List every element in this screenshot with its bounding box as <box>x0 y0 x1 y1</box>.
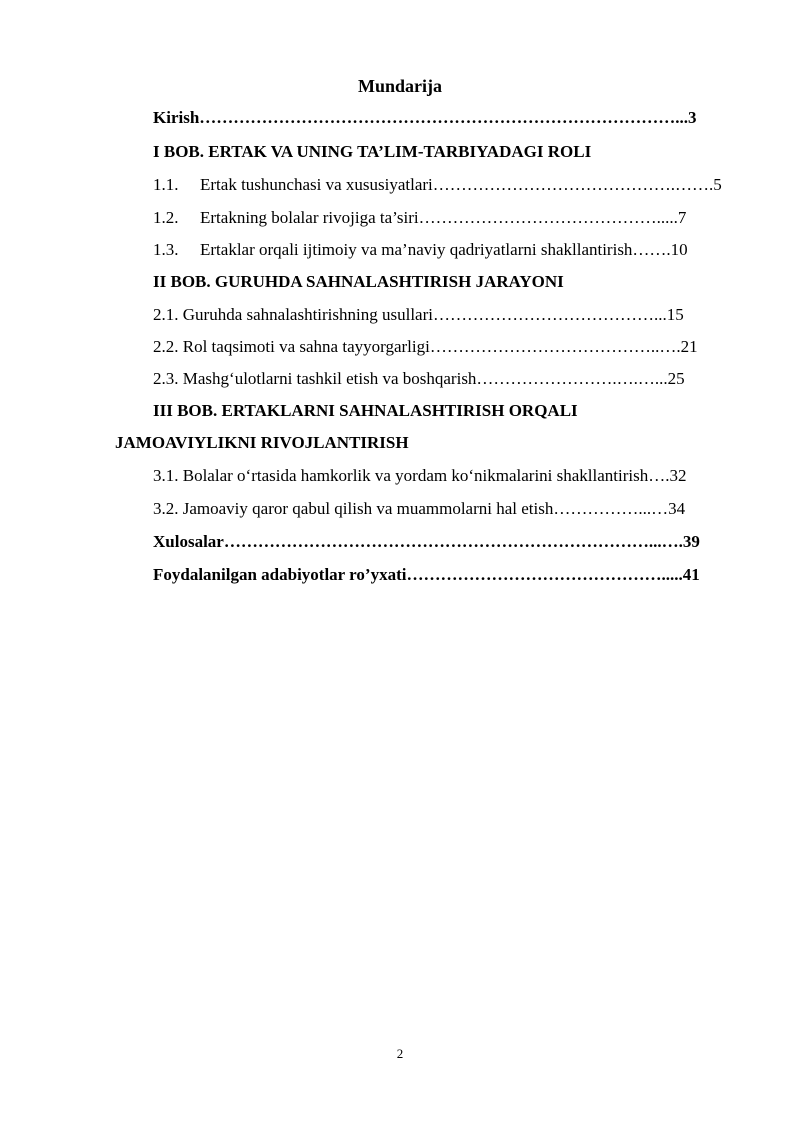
toc-entry-3-2 <box>153 499 685 519</box>
toc-entry-number: 1.2. <box>153 208 179 227</box>
toc-entry-2-2 <box>153 337 698 357</box>
toc-chapter-2-heading <box>153 272 564 292</box>
page-number: 2 <box>396 1046 404 1061</box>
toc-chapter-3-heading-continued <box>115 433 409 453</box>
toc-entry-2-3 <box>153 369 685 389</box>
toc-entry-conclusions <box>153 532 700 552</box>
toc-entry-introduction <box>153 108 697 128</box>
toc-entry-text: 2.3. Mashg‘ulotlarni tashkil etish va boshqarish…………………….….…...25 <box>153 369 685 388</box>
toc-entry-2-1 <box>153 305 684 325</box>
toc-entry-3-1 <box>153 466 687 486</box>
toc-entry-text: Ertak tushunchasi va xususiyatlari…………………………………….…….5 <box>200 175 722 194</box>
toc-entry-text: Ertakning bolalar rivojiga ta’siri…………………………………….....7 <box>200 208 687 227</box>
toc-entry-1-1 <box>153 175 722 195</box>
toc-entry-text: 2.1. Guruhda sahnalashtirishning usullari…………………………………...15 <box>153 305 684 324</box>
toc-entry-text: JAMOAVIYLIKNI RIVOJLANTIRISH <box>115 433 409 452</box>
toc-entry-text: I BOB. ERTAK VA UNING TA’LIM-TARBIYADAGI ROLI <box>153 142 592 161</box>
toc-entry-bibliography <box>153 565 700 585</box>
toc-entry-1-2 <box>153 208 686 228</box>
toc-entry-1-3 <box>153 240 688 260</box>
toc-chapter-1-heading <box>153 142 591 162</box>
toc-entry-number: 1.1. <box>153 175 179 194</box>
toc-entry-text: II BOB. GURUHDA SAHNALASHTIRISH JARAYONI <box>153 272 564 291</box>
toc-entry-text: Foydalanilgan adabiyotlar ro’yxati……………………………………….....41 <box>153 565 700 584</box>
page-title: Mundarija <box>357 76 442 96</box>
toc-entry-text: 2.2. Rol taqsimoti va sahna tayyorgarligi…………………………………..….21 <box>153 337 698 356</box>
toc-entry-text: 3.2. Jamoaviy qaror qabul qilish va muammolarni hal etish……………...…34 <box>153 499 686 518</box>
toc-entry-text: III BOB. ERTAKLARNI SAHNALASHTIRISH ORQALI <box>153 401 578 420</box>
toc-entry-text: Ertaklar orqali ijtimoiy va ma’naviy qadriyatlarni shakllantirish…….10 <box>200 240 688 259</box>
toc-entry-text: Xulosalar…………………………………………………………………...….39 <box>153 532 700 551</box>
toc-chapter-3-heading <box>153 401 578 421</box>
toc-entry-number: 1.3. <box>153 240 179 259</box>
toc-entry-text: 3.1. Bolalar o‘rtasida hamkorlik va yordam ko‘nikmalarini shakllantirish….32 <box>153 466 687 485</box>
toc-entry-text: Kirish…………………………………………………………………………...3 <box>153 108 697 127</box>
